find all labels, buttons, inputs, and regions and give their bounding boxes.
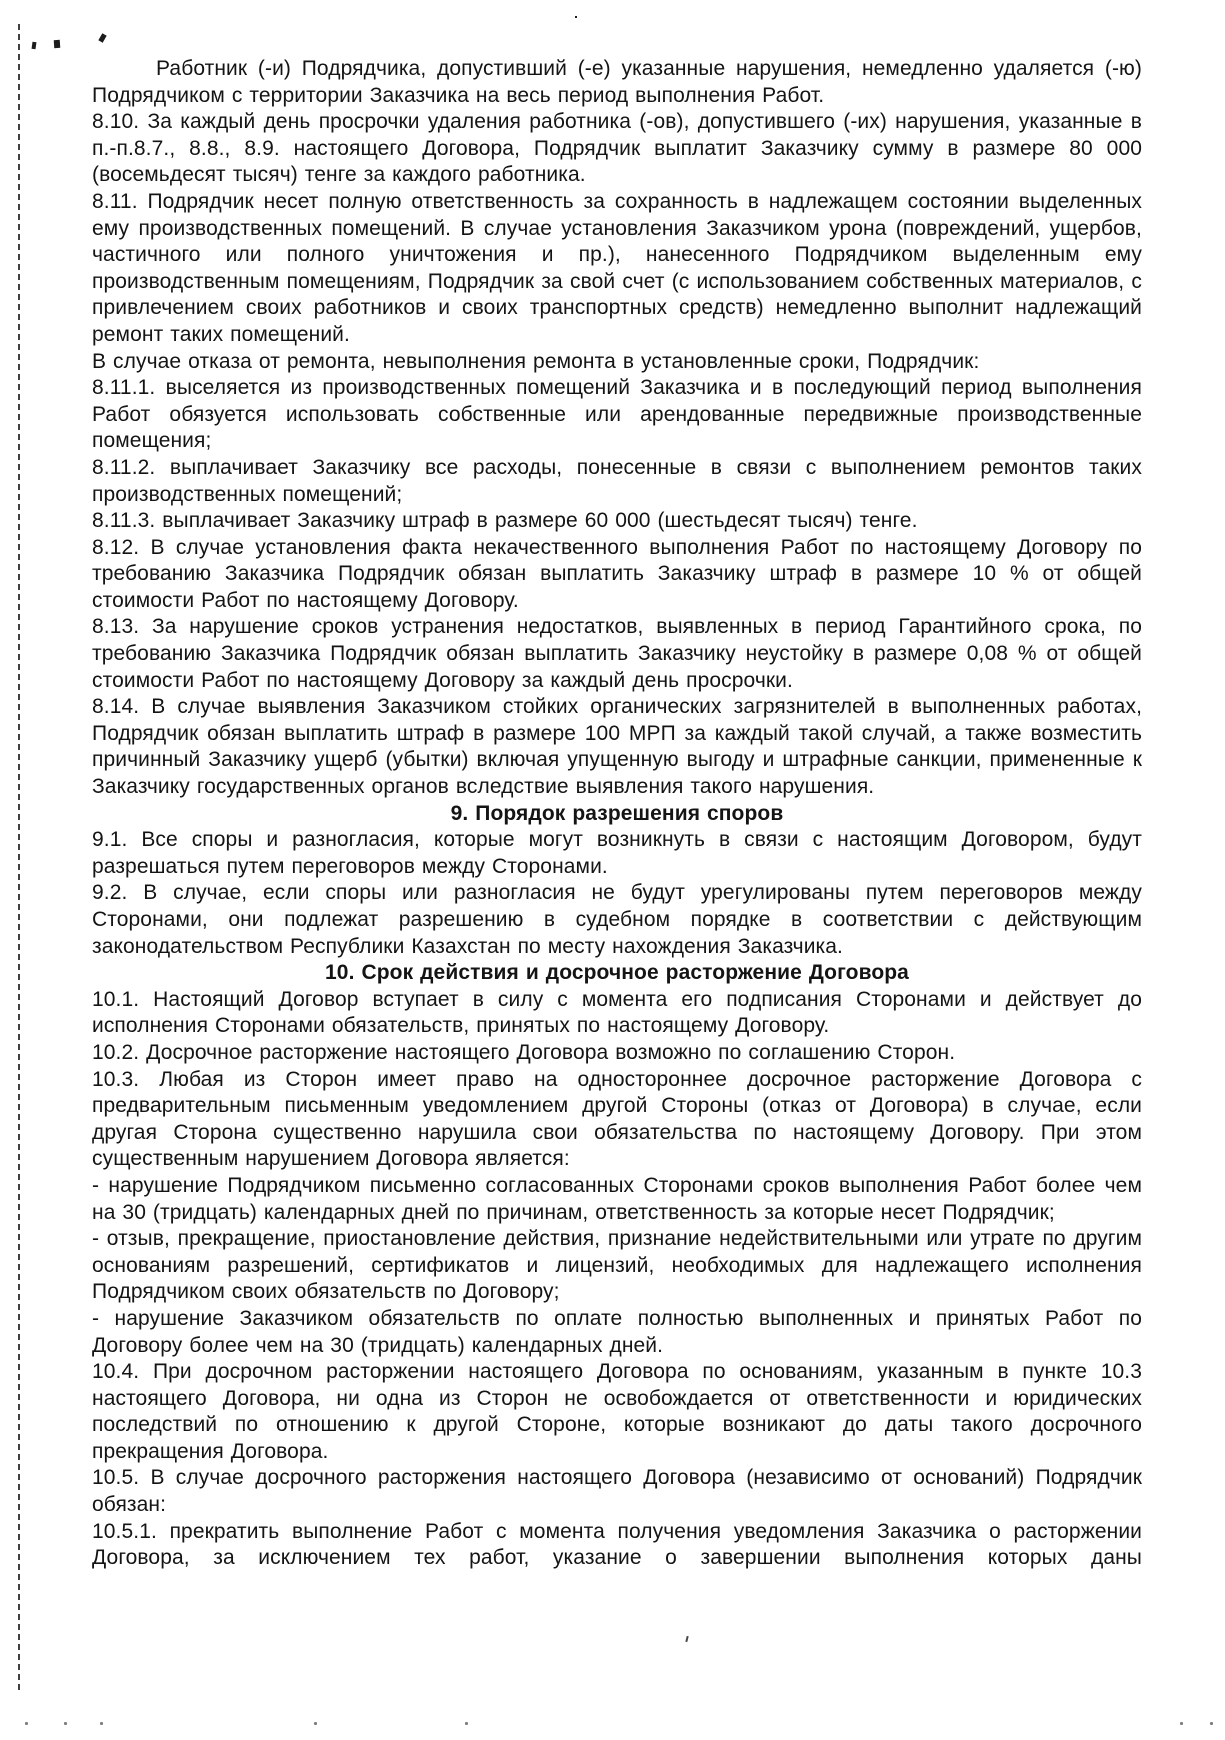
- section-10-heading: 10. Срок действия и досрочное расторжение Договора: [325, 961, 909, 985]
- clause-8-11-1: 8.11.1. выселяется из производственных помещений Заказчика и в последующий период выполнения Работ обязуется использовать собственные или арендованные передвижные производственные помещения;: [92, 376, 1142, 453]
- scan-speck: [32, 42, 37, 49]
- clause-9-2: 9.2. В случае, если споры или разногласия не будут урегулированы путем переговоров между Сторонами, они подлежат разрешению в судебном порядке в соответствии с действующим законодательством Республики Казахстан по месту нахождения Заказчика.: [92, 881, 1142, 958]
- bullet-contractor-deadline-breach: - нарушение Подрядчиком письменно согласованных Сторонами сроков выполнения Работ более чем на 30 (тридцать) календарных дней по причинам, ответственность за которые несет Подрядчик;: [92, 1173, 1142, 1224]
- bullet-customer-payment-breach: - нарушение Заказчиком обязательств по оплате полностью выполненных и принятых Работ по Договору более чем на 30 (тридцать) календарных дней.: [92, 1306, 1142, 1357]
- clause-8-10: 8.10. За каждый день просрочки удаления работника (-ов), допустившего (-их) нарушения, указанные в п.-п.8.7., 8.8., 8.9. настоящего Договора, Подрядчик выплатит Заказчику сумму в размере 80 000 (восемьдесят тысяч) тенге за каждого работника.: [92, 110, 1142, 187]
- clause-9-1: 9.1. Все споры и разногласия, которые могут возникнуть в связи с настоящим Договором, будут разрешаться путем переговоров между Сторонами.: [92, 828, 1142, 878]
- clause-8-11-refusal-intro: В случае отказа от ремонта, невыполнения ремонта в установленные сроки, Подрядчик:: [92, 349, 980, 373]
- scan-dot: [25, 1722, 28, 1725]
- scan-dot: [1210, 1722, 1213, 1725]
- section-9-heading: 9. Порядок разрешения споров: [450, 801, 784, 825]
- clause-8-11-2: 8.11.2. выплачивает Заказчику все расходы, понесенные в связи с выполнением ремонтов таких производственных помещений;: [92, 455, 1142, 506]
- scan-speck: [98, 33, 106, 42]
- scan-dot: [1180, 1722, 1183, 1725]
- clause-10-3: 10.3. Любая из Сторон имеет право на одностороннее досрочное расторжение Договора с предварительным письменным уведомлением другой Стороны (отказ от Договора) в случае, если другая Сторона существенно нарушила свои обязательства по настоящему Договору. При этом существенным нарушением Договора является:: [92, 1067, 1142, 1171]
- clause-10-5-1: 10.5.1. прекратить выполнение Работ с момента получения уведомления Заказчика о расторжении Договора, за исключением тех работ, указание о завершении выполнения которых даны: [92, 1519, 1142, 1570]
- clause-10-5: 10.5. В случае досрочного расторжения настоящего Договора (независимо от оснований) Подрядчик обязан:: [92, 1466, 1142, 1517]
- scan-dot: [465, 1722, 468, 1725]
- bullet-permits-revocation: - отзыв, прекращение, приостановление действия, признание недействительными или утрате по другим основаниям разрешений, сертификатов и лицензий, необходимых для надлежащего исполнения Подрядчиком своих обязательств по Договору;: [92, 1227, 1142, 1304]
- clause-8-11-3: 8.11.3. выплачивает Заказчику штраф в размере 60 000 (шестьдесят тысяч) тенге.: [92, 509, 918, 533]
- scan-dot: [100, 1722, 103, 1725]
- clause-8-14: 8.14. В случае выявления Заказчиком стойких органических загрязнителей в выполненных работах, Подрядчик обязан выплатить штраф в размере 100 МРП за каждый такой случай, а также возместить причинный Заказчику ущерб (убытки) включая упущенную выгоду и штрафные санкции, примененные к Заказчику государственных органов вследствие выявления такого нарушения.: [92, 695, 1142, 799]
- clause-10-4: 10.4. При досрочном расторжении настоящего Договора по основаниям, указанным в пункте 10.3 настоящего Договора, ни одна из Сторон не освобождается от ответственности и юридических последствий по отношению к другой Стороне, которые возникают до даты такого досрочного прекращения Договора.: [92, 1360, 1142, 1463]
- paragraph-workers-removal: Работник (-и) Подрядчика, допустивший (-е) указанные нарушения, немедленно удаляется (-ю) Подрядчиком с территории Заказчика на весь период выполнения Работ.: [92, 57, 1142, 107]
- clause-10-1: 10.1. Настоящий Договор вступает в силу с момента его подписания Сторонами и действует до исполнения Сторонами обязательств, принятых по настоящему Договору.: [92, 987, 1142, 1038]
- scan-dot: [64, 1722, 67, 1725]
- clause-10-2: 10.2. Досрочное расторжение настоящего Договора возможно по соглашению Сторон.: [92, 1040, 956, 1064]
- scan-dot: [314, 1722, 317, 1725]
- scan-speck: [54, 40, 61, 48]
- scan-speck: [685, 1636, 688, 1642]
- clause-8-11: 8.11. Подрядчик несет полную ответственность за сохранность в надлежащем состоянии выделенных ему производственных помещений. В случае установления Заказчиком урона (повреждений, ущербов, частичного или полного уничтожения и пр.), нанесенного Подрядчиком выделенным ему производственным помещениям, Подрядчик за свой счет (с использованием собственных материалов, с привлечением своих работников и своих транспортных средств) немедленно выполнит надлежащий ремонт таких помещений.: [92, 189, 1142, 346]
- contract-text-column: [92, 56, 1142, 1572]
- clause-8-13: 8.13. За нарушение сроков устранения недостатков, выявленных в период Гарантийного срока, по требованию Заказчика Подрядчик обязан выплатить Заказчику неустойку в размере 0,08 % от общей стоимости Работ по настоящему Договору за каждый день просрочки.: [92, 615, 1142, 692]
- scan-speck: [575, 16, 577, 18]
- clause-8-12: 8.12. В случае установления факта некачественного выполнения Работ по настоящему Договору по требованию Заказчика Подрядчик обязан выплатить Заказчику штраф в размере 10 % от общей стоимости Работ по настоящему Договору.: [92, 535, 1142, 612]
- scan-edge-dashed-line: [18, 24, 20, 1690]
